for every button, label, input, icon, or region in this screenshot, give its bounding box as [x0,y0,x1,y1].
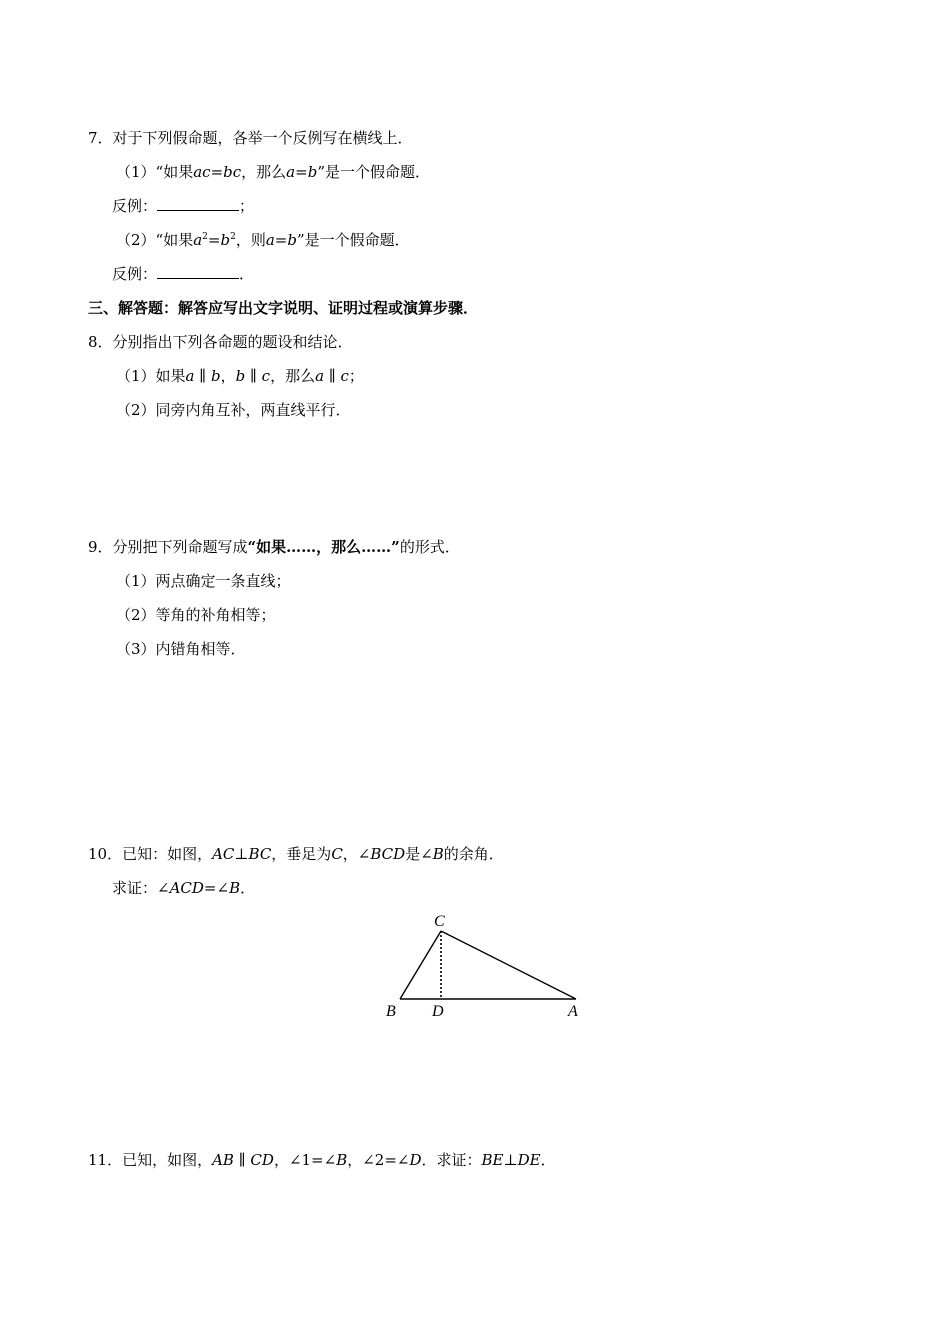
parallel-symbol: ∥ [245,367,262,385]
q8-part2: （2）同旁内角互补，两直线平行． [116,401,351,419]
var: b [235,367,246,385]
q9-part2: （2）等角的补角相等； [116,606,276,624]
parallel-symbol: ∥ [324,367,341,385]
fanli-label: 反例： [112,265,158,283]
eq: = [207,231,221,249]
eq: = [210,163,224,181]
q7-fanli-1 [112,196,254,216]
var: B [336,1151,348,1169]
var: a [315,367,325,385]
var: BC [248,845,272,863]
var: b [210,367,221,385]
q10-prove [112,878,255,898]
punct: ； [239,197,255,215]
punct: ； [348,367,364,385]
q9-part3: （3）内错角相等． [116,640,246,658]
quote: “如果……，那么……” [247,538,400,556]
text: ，∠ [342,845,371,863]
var: BE [481,1151,504,1169]
punct: ． [239,265,255,283]
q7-p1-text: ，那么 [241,163,287,181]
var: B [432,845,444,863]
var: a [286,163,296,181]
var: ac [193,163,211,181]
text: 是∠ [405,845,433,863]
text: ．求证： [421,1151,482,1169]
q7-stem: 7．对于下列假命题，各举一个反例写在横线上． [88,129,413,147]
q8-part1 [116,366,364,386]
label-b: B [386,1003,396,1020]
q9-stem [88,537,460,557]
q7-p2-text: ，则 [235,231,266,249]
q7-p2-text: ”是一个假命题． [296,231,410,249]
q8-stem: 8．分别指出下列各命题的题设和结论． [88,333,353,351]
segment-bc [400,931,441,999]
punct: ， [220,367,236,385]
perp-symbol: ⊥ [234,845,249,863]
var: a [193,231,203,249]
punct: ． [540,1151,556,1169]
var: B [229,879,241,897]
q7-part1 [116,162,430,182]
parallel-symbol: ∥ [233,1151,251,1169]
text: ，∠1=∠ [273,1151,337,1169]
text: 11．已知，如图， [88,1151,213,1169]
q11-stem [88,1150,556,1170]
q7-part2 [116,230,410,250]
var: C [331,845,343,863]
eq: = [295,163,308,181]
text: （1）如果 [116,367,186,385]
var: b [220,231,231,249]
label-c: C [434,913,445,930]
var: b [307,163,318,181]
text: 求证：∠ [112,879,170,897]
var: CD [250,1151,274,1169]
var: b [287,231,297,249]
eq: = [274,231,288,249]
text: ，∠2=∠ [347,1151,410,1169]
q7-fanli-2 [112,264,254,284]
parallel-symbol: ∥ [194,367,211,385]
var: bc [223,163,242,181]
q9-part1: （1）两点确定一条直线； [116,572,291,590]
var: c [261,367,271,385]
segment-ca [441,931,576,999]
text: ，那么 [270,367,316,385]
label-d: D [432,1003,444,1020]
var: D [409,1151,422,1169]
q10-stem [88,844,504,864]
label-a: A [568,1003,578,1020]
answer-blank[interactable] [157,264,239,279]
text: ，垂足为 [271,845,332,863]
q7-p1-text: （1）“如果 [116,163,194,181]
perp-symbol: ⊥ [503,1151,518,1169]
section-heading: 三、解答题：解答应写出文字说明、证明过程或演算步骤． [88,299,479,317]
text: 10．已知：如图， [88,845,213,863]
var: AC [212,845,235,863]
var: a [265,231,275,249]
var: c [340,367,349,385]
text: 的形式． [399,538,460,556]
text: =∠ [203,879,230,897]
var: AB [212,1151,234,1169]
triangle-figure [380,908,590,1023]
text: 9．分别把下列命题写成 [88,538,248,556]
punct: ． [240,879,256,897]
var: a [185,367,195,385]
exponent: 2 [202,232,208,242]
fanli-label: 反例： [112,197,158,215]
exponent: 2 [230,232,236,242]
var: DE [517,1151,541,1169]
answer-blank[interactable] [157,196,239,211]
text: 的余角． [443,845,504,863]
q7-p1-text: ”是一个假命题． [317,163,430,181]
var: BCD [370,845,406,863]
q7-p2-text: （2）“如果 [116,231,194,249]
var: ACD [169,879,204,897]
